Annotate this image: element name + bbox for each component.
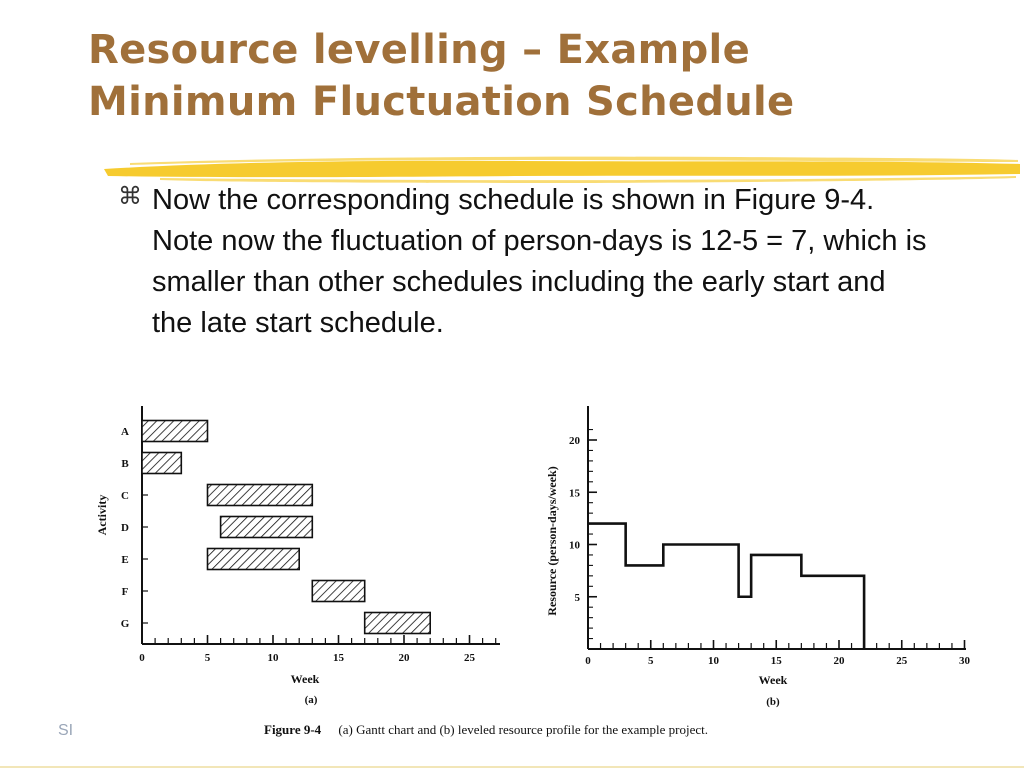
gantt-x-tick-label: 10 (267, 652, 279, 664)
figure-caption-text: (a) Gantt chart and (b) leveled resource profile for the example project. (338, 722, 709, 737)
gantt-bar-F (312, 581, 364, 602)
footer-fragment: SI (58, 722, 74, 739)
gantt-activity-label: A (121, 426, 129, 438)
gantt-activity-label: F (121, 586, 129, 598)
gantt-x-axis-title: Week (290, 672, 320, 686)
gantt-bar-E (208, 549, 300, 570)
gantt-x-tick-label: 15 (333, 652, 344, 664)
svg-text:Figure 9-4 (a) Gantt cha (264, 722, 708, 737)
gantt-activity-label: C (121, 490, 129, 502)
figure-caption-label: Figure 9-4 (264, 722, 322, 737)
resource-x-axis-title: Week (758, 673, 788, 687)
resource-x-tick-label: 25 (896, 655, 908, 667)
figure-caption (264, 722, 708, 737)
gantt-x-tick-label: 0 (139, 652, 145, 664)
gantt-activity-label: E (121, 554, 129, 566)
resource-y-tick-label: 10 (569, 539, 580, 552)
slide-title-line-2: Minimum Fluctuation Schedule (88, 79, 795, 125)
gantt-activity-label: G (120, 618, 130, 630)
resource-x-tick-label: 20 (833, 655, 845, 667)
slide-title-line-1: Resource levelling – Example (88, 27, 750, 73)
bullet-text: Now the corresponding schedule is shown in Figure 9-4. Note now the fluctuation of person-days is 12-5 = 7, which is smaller than other schedules including the early start and the late start schedule. (152, 184, 927, 339)
resource-profile-line (588, 524, 864, 649)
gantt-activity-label: D (121, 522, 129, 534)
resource-y-tick-label: 15 (569, 487, 580, 500)
gantt-bar-A (142, 421, 208, 442)
resource-x-tick-label: 30 (959, 655, 970, 667)
gantt-x-tick-label: 25 (464, 652, 475, 664)
gantt-x-tick-label: 20 (398, 652, 410, 664)
resource-y-tick-label: 5 (574, 591, 580, 604)
resource-x-tick-label: 0 (585, 655, 591, 667)
gantt-bar-D (221, 517, 313, 538)
resource-x-tick-label: 10 (708, 655, 719, 667)
gantt-activity-label: B (121, 458, 129, 470)
gantt-bar-C (208, 485, 313, 506)
resource-x-tick-label: 5 (648, 655, 654, 667)
gantt-x-tick-label: 5 (204, 652, 211, 664)
resource-x-tick-label: 15 (770, 655, 782, 667)
resource-y-axis-title: Resource (person-days/week) (545, 466, 559, 616)
bullet-icon: ⌘ (118, 182, 142, 210)
resource-y-tick-label: 20 (569, 435, 580, 447)
gantt-bar-G (365, 613, 431, 634)
resource-panel-label: (b) (766, 696, 780, 708)
gantt-y-axis-title: Activity (95, 494, 109, 536)
resource-profile-chart (545, 406, 971, 708)
gantt-panel-label: (a) (304, 694, 318, 706)
gantt-chart (95, 406, 500, 706)
gantt-bar-B (142, 453, 181, 474)
